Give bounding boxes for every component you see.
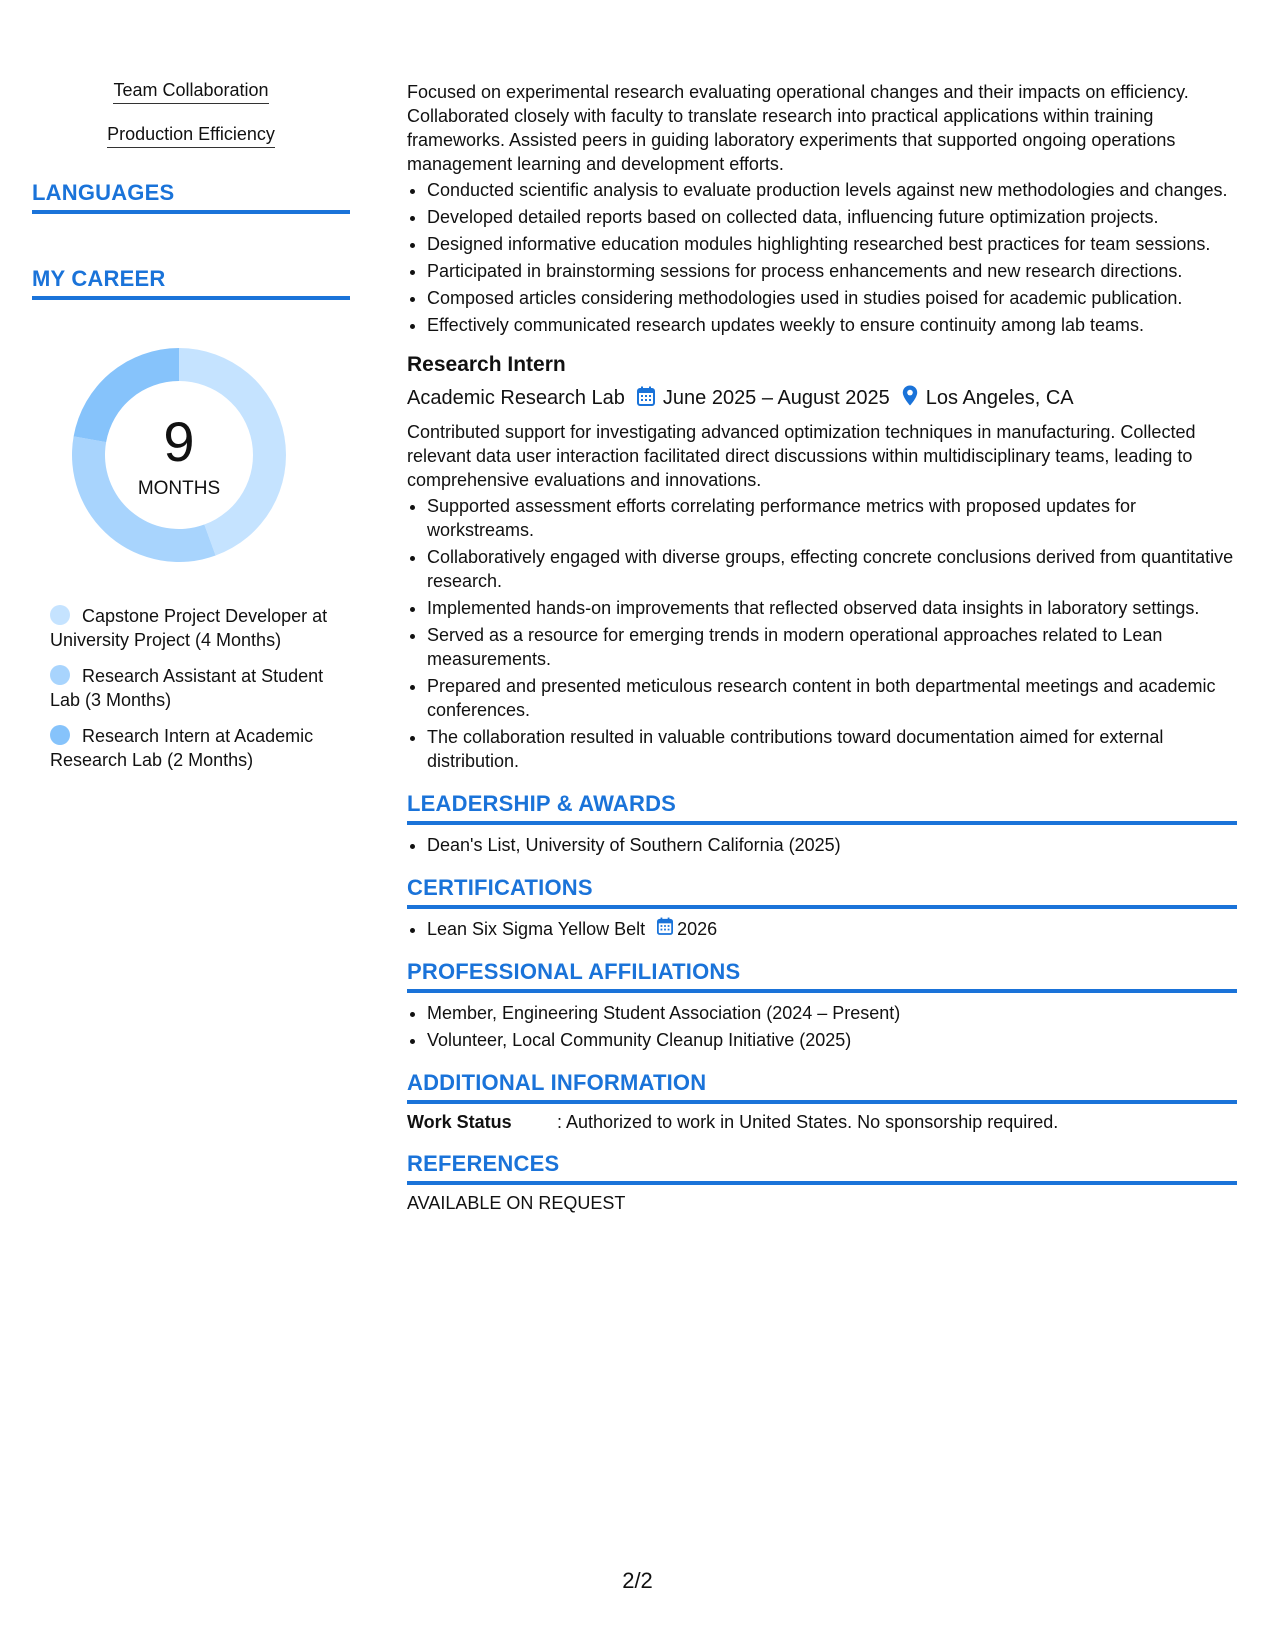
list-item: • Developed detailed reports based on collected data, influencing future optimization projects. <box>427 205 1237 229</box>
donut-unit: MONTHS <box>137 478 221 499</box>
list-item: • Member, Engineering Student Association (2024 – Present) <box>427 1001 1237 1025</box>
list-item: • Composed articles considering methodologies used in studies poised for academic publication. <box>427 286 1237 310</box>
cert-year: 2026 <box>677 919 718 939</box>
list-item: • Volunteer, Local Community Cleanup Initiative (2025) <box>427 1028 1237 1052</box>
job-dates: June 2025 – August 2025 <box>662 387 890 409</box>
donut-total: 9 <box>163 410 195 473</box>
career-heading: MY CAREER <box>32 266 350 300</box>
job-company: Academic Research Lab <box>407 387 625 409</box>
cert-line <box>427 917 1237 941</box>
left-column <box>32 80 350 784</box>
legend-dot <box>50 725 70 745</box>
list-item: • Participated in brainstorming sessions for process enhancements and new research directions. <box>427 259 1237 283</box>
skill-item: Team Collaboration <box>32 80 350 104</box>
skill-item: Production Efficiency <box>32 124 350 148</box>
work-status-label: Work Status <box>407 1112 512 1132</box>
list-item: • Served as a resource for emerging trends in modern operational approaches related to Lean measurements. <box>427 623 1237 671</box>
job-bullets <box>407 494 1237 773</box>
leadership-list <box>407 833 1237 857</box>
languages-heading: LANGUAGES <box>32 180 350 214</box>
additional-heading: ADDITIONAL INFORMATION <box>407 1070 1237 1104</box>
legend-item: Capstone Project Developer at University Project (4 Months) <box>50 606 328 650</box>
affiliations-list <box>407 1001 1237 1052</box>
calendar-icon <box>657 917 673 941</box>
list-item: • Prepared and presented meticulous research content in both departmental meetings and academic conferences. <box>427 674 1237 722</box>
career-donut-chart <box>66 342 292 568</box>
list-item: • Dean's List, University of Southern California (2025) <box>427 833 1237 857</box>
job-title: Research Intern <box>407 353 566 376</box>
career-legend <box>32 604 350 772</box>
donut-center <box>66 342 292 568</box>
map-pin-icon <box>902 385 918 412</box>
legend-dot <box>50 605 70 625</box>
leadership-heading: LEADERSHIP & AWARDS <box>407 791 1237 825</box>
work-status-row <box>407 1112 1237 1133</box>
list-item: • Supported assessment efforts correlating performance metrics with proposed updates for workstreams. <box>427 494 1237 542</box>
job-paragraph: Contributed support for investigating advanced optimization techniques in manufacturing. Collected relevant data user interaction facilitated direct discussions within multidisciplinary teams, leading to comprehensive evaluations and innovations. <box>407 422 1196 490</box>
list-item: • The collaboration resulted in valuable contributions toward documentation aimed for external distribution. <box>427 725 1237 773</box>
list-item: • Effectively communicated research updates weekly to ensure continuity among lab teams. <box>427 313 1237 337</box>
cert-name: • Lean Six Sigma Yellow Belt <box>427 919 646 939</box>
certifications-list <box>407 917 1237 941</box>
calendar-icon <box>637 386 655 412</box>
work-status-value: : Authorized to work in United States. No sponsorship required. <box>557 1112 1059 1132</box>
legend-dot <box>50 665 70 685</box>
references-heading: REFERENCES <box>407 1151 1237 1185</box>
list-item <box>427 917 1237 941</box>
right-column <box>407 80 1237 1214</box>
job-meta <box>407 385 1237 412</box>
certifications-heading: CERTIFICATIONS <box>407 875 1237 909</box>
page-indicator: 2/2 <box>622 1568 653 1593</box>
job-location: Los Angeles, CA <box>925 387 1074 409</box>
legend-item: Research Assistant at Student Lab (3 Months) <box>50 666 324 710</box>
list-item: • Conducted scientific analysis to evaluate production levels against new methodologies and changes. <box>427 178 1237 202</box>
legend-item: Research Intern at Academic Research Lab (2 Months) <box>50 726 314 770</box>
intro-bullets <box>407 178 1237 337</box>
references-text: AVAILABLE ON REQUEST <box>407 1193 626 1213</box>
affiliations-heading: PROFESSIONAL AFFILIATIONS <box>407 959 1237 993</box>
list-item: • Designed informative education modules highlighting researched best practices for team sessions. <box>427 232 1237 256</box>
list-item: • Implemented hands-on improvements that reflected observed data insights in laboratory settings. <box>427 596 1237 620</box>
list-item: • Collaboratively engaged with diverse groups, effecting concrete conclusions derived from quantitative research. <box>427 545 1237 593</box>
intro-paragraph: Focused on experimental research evaluating operational changes and their impacts on efficiency. Collaborated closely with faculty to translate research into practical applications within training frameworks. Assisted peers in guiding laboratory experiments that supported ongoing operations management learning and development efforts. <box>407 82 1189 174</box>
